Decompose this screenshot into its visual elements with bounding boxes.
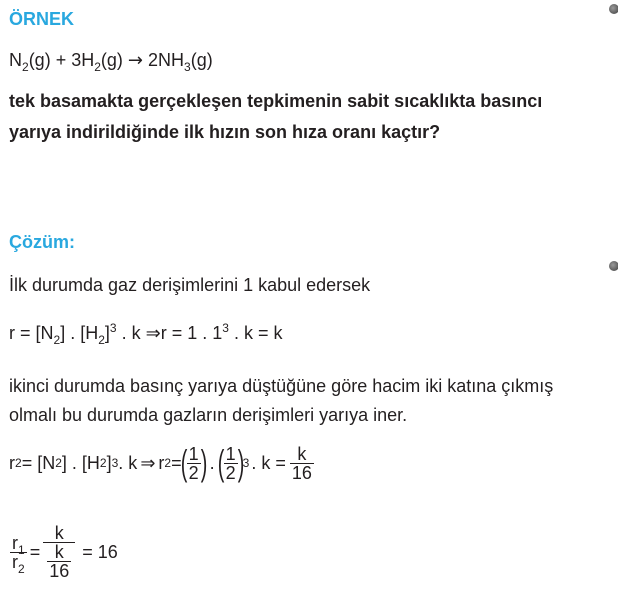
corner-marker-mid <box>609 261 618 271</box>
example-title: ÖRNEK <box>9 9 75 29</box>
fraction-one-half-b: $\frac{1}{2}$ <box>225 443 236 483</box>
reaction-equation: $N_2(g) + 3H_2(g) \to 2NH_3(g)$ <box>9 50 213 74</box>
solution-line-1: İlk durumda gaz derişimlerini 1 kabul edersek <box>9 275 371 295</box>
fraction-one-half-a: $\frac{1}{2}$ <box>188 443 199 483</box>
fraction-k-16: $\frac{k}{16}$ <box>291 443 312 483</box>
rate-equation-1: $r = [N_2]$ . $[H_2]^3$ . k ⇒r = 1 . $1^3$ . k = k <box>9 321 283 347</box>
corner-marker-top <box>609 4 618 14</box>
question-line-1: tek basamakta gerçekleşen tepkimenin sabit sıcaklıkta basıncı <box>9 91 543 111</box>
fraction-r1-r2: $\frac{r_1}{r_2}$ <box>12 532 25 576</box>
ratio-equation: $\frac{r_1}{r_2}$ = $\frac{k}{\frac{k}{16}}$ = 16 <box>12 523 118 581</box>
rate-equation-2: r 2 = [N 2 ] . [H 2 ] 3 . k ⇒ r 2 = ( $\frac{1}{2}$ ) . ( $\frac{1}{2}$ ) 3 . k = $\frac{k}{16}$ <box>9 442 312 483</box>
solution-line-2: ikinci durumda basınç yarıya düştüğüne göre hacim iki katına çıkmış <box>9 376 554 396</box>
fraction-k-over-k-16: $\frac{k}{\frac{k}{16}}$ <box>43 524 75 580</box>
solution-line-3: olmalı bu durumda gazların derişimleri yarıya iner. <box>9 405 408 425</box>
solution-title: Çözüm: <box>9 232 75 252</box>
question-line-2: yarıya indirildiğinde ilk hızın son hıza oranı kaçtır? <box>9 122 441 142</box>
reaction-arrow: → <box>127 50 144 71</box>
